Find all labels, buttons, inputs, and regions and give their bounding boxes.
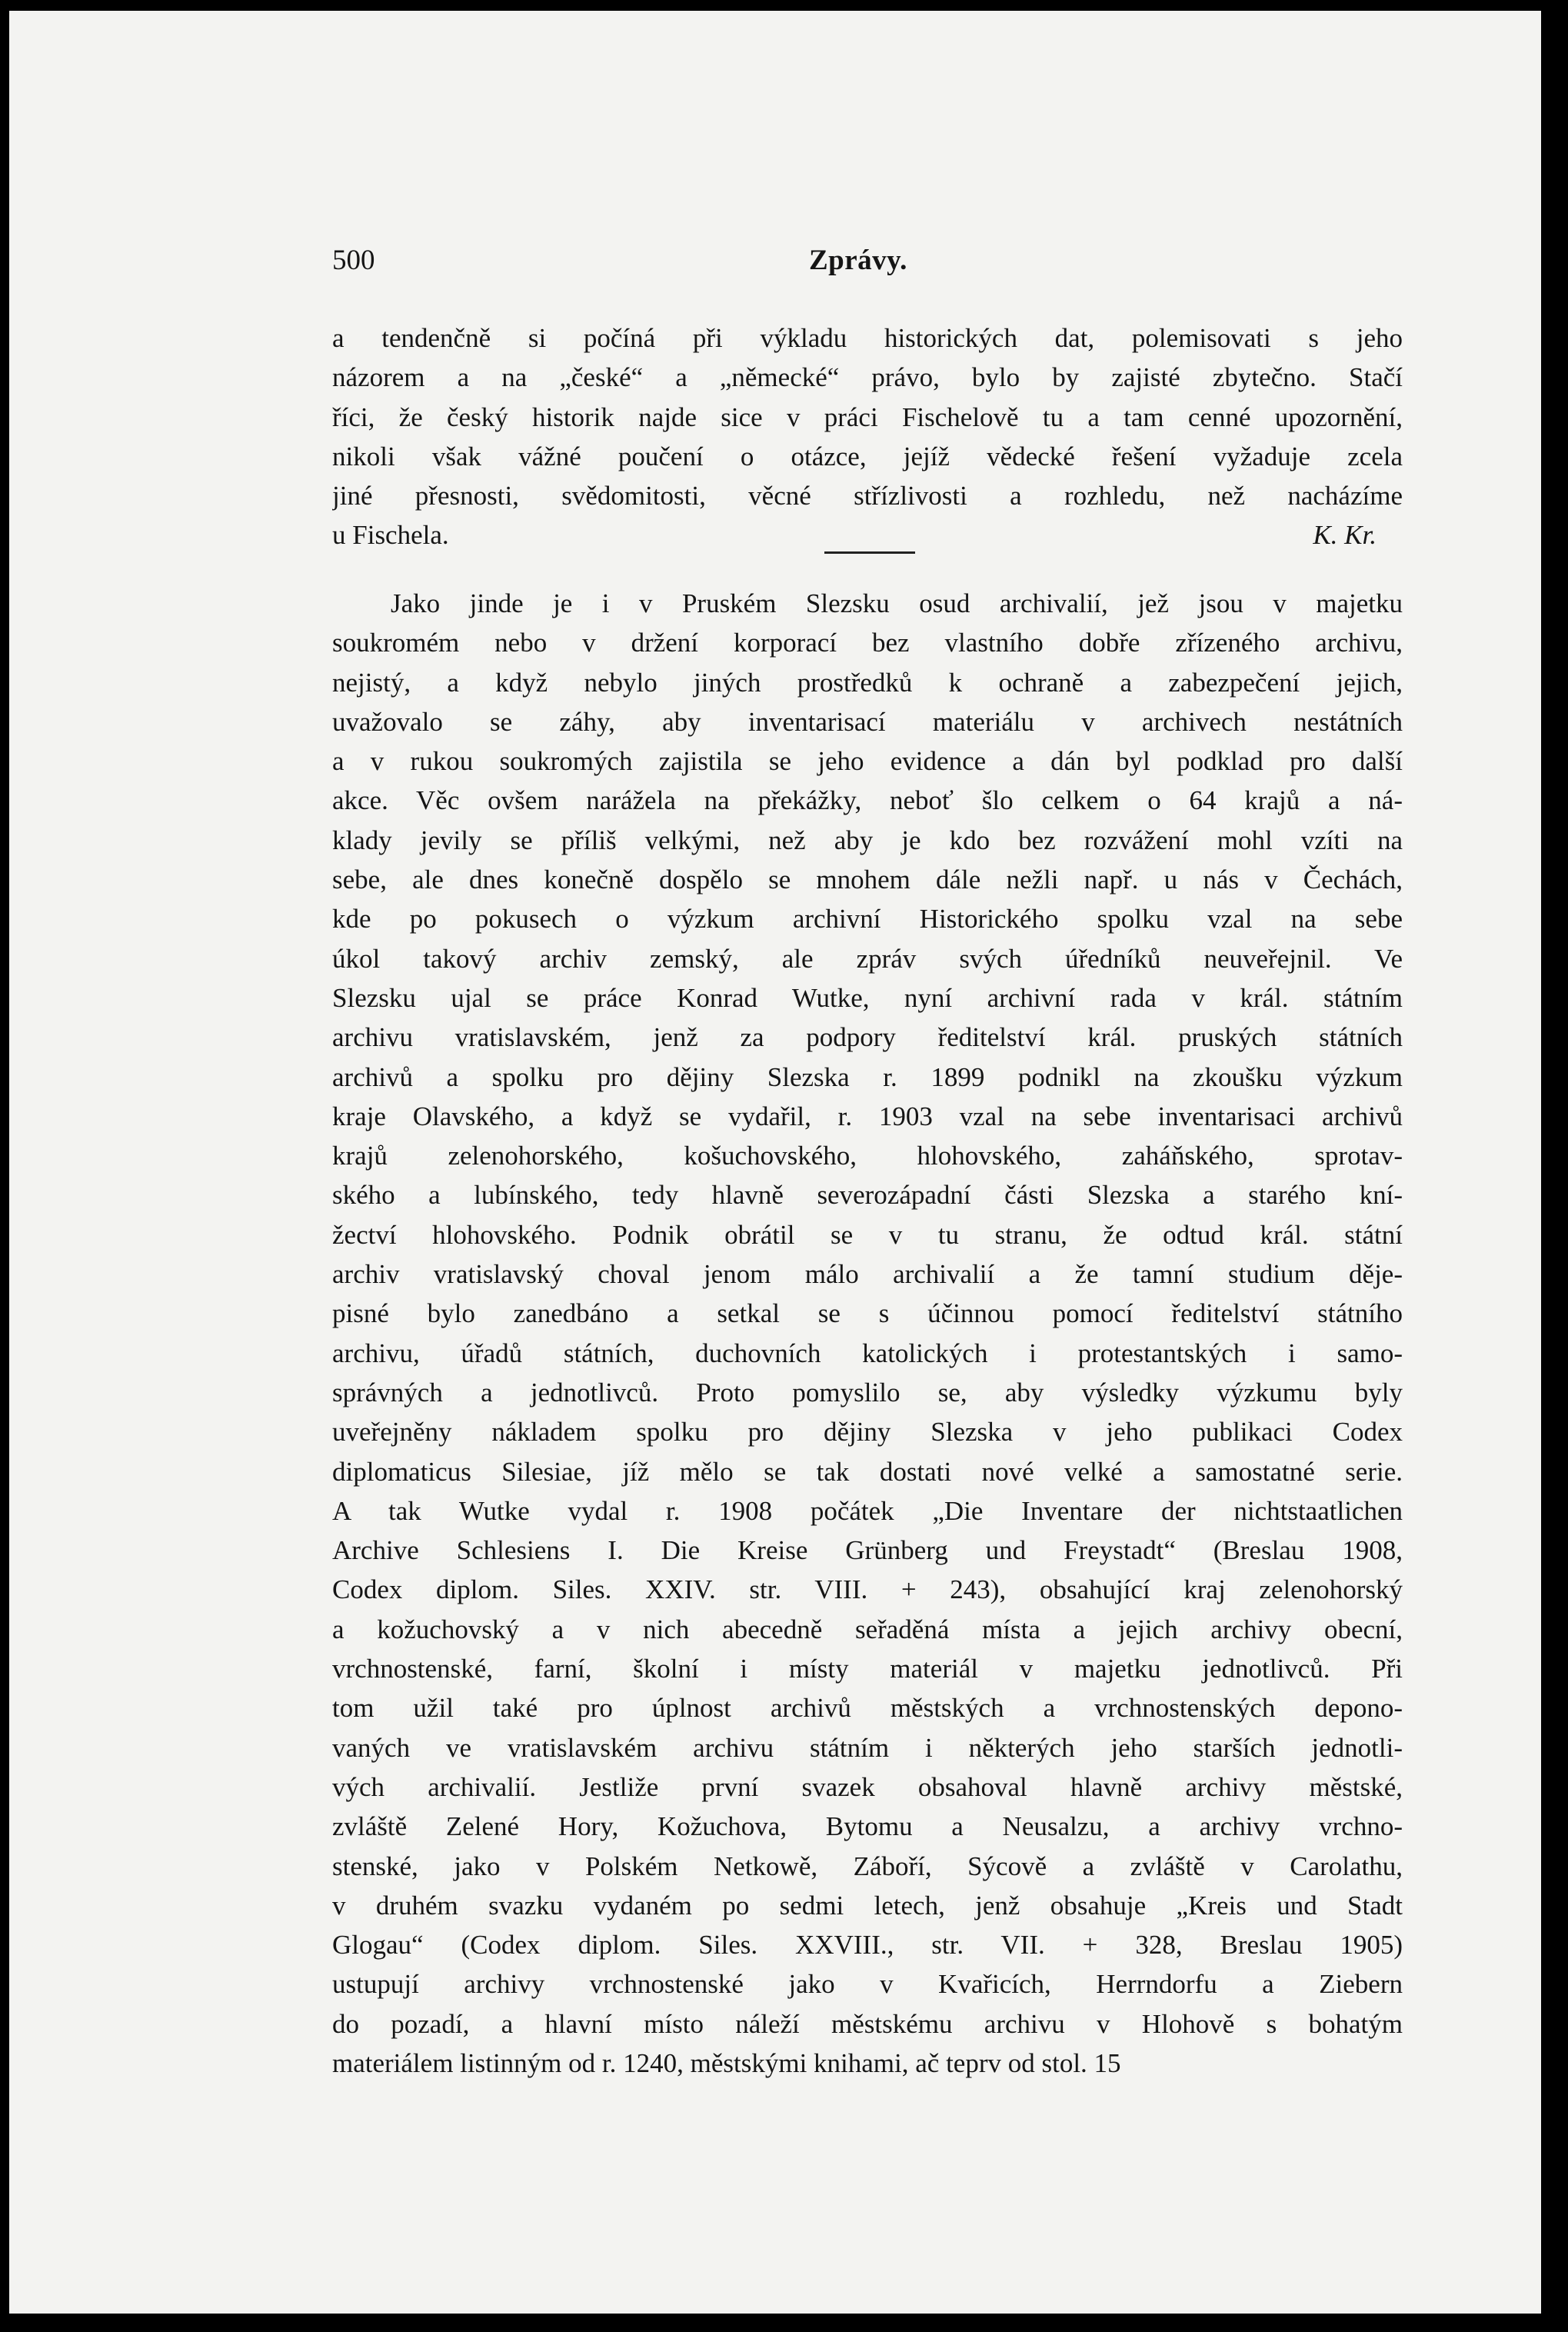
text-line: vých archivalií. Jestliže první svazek obsahoval hlavně archivy městské, xyxy=(332,1771,1403,1802)
text-line: Jako jinde je i v Pruském Slezsku osud archivalií, jež jsou v majetku xyxy=(391,588,1403,618)
text-line: materiálem listinným od r. 1240, městskými knihami, ač teprv od stol. 15 xyxy=(332,2047,1121,2078)
text-line: archivu, úřadů státních, duchovních katolických i protestantských i samo- xyxy=(332,1338,1403,1368)
text-line: tom užil také pro úplnost archivů městských a vrchnostenských depono- xyxy=(332,1693,1403,1724)
text-line: vaných ve vratislavském archivu státním i některých jeho starších jednotli- xyxy=(332,1732,1403,1763)
page-header xyxy=(332,242,1403,280)
scanned-page xyxy=(9,11,1541,2314)
text-line: kde po pokusech o výzkum archivní Historického spolku vzal na sebe xyxy=(332,904,1403,934)
text-line: u Fischela. xyxy=(332,520,449,551)
text-line: žectví hlohovského. Podnik obrátil se v tu stranu, že odtud král. státní xyxy=(332,1219,1403,1250)
section-separator xyxy=(824,551,915,554)
text-line: nejistý, a když nebylo jiných prostředků k ochraně a zabezpečení jejich, xyxy=(332,667,1403,698)
running-title: Zprávy. xyxy=(809,245,907,276)
text-line: akce. Věc ovšem narážela na překážky, neboť šlo celkem o 64 krajů a ná- xyxy=(332,785,1403,816)
text-line: a v rukou soukromých zajistila se jeho evidence a dán byl podklad pro další xyxy=(332,746,1403,777)
text-line: archivu vratislavském, jenž za podpory ředitelství král. pruských státních xyxy=(332,1022,1403,1053)
text-line: stenské, jako v Polském Netkowě, Záboří, Sýcově a zvláště v Carolathu, xyxy=(332,1851,1403,1881)
text-line: archiv vratislavský choval jenom málo archivalií a že tamní studium děje- xyxy=(332,1259,1403,1290)
text-line: Codex diplom. Siles. XXIV. str. VIII. + 243), obsahující kraj zelenohorský xyxy=(332,1574,1403,1605)
text-line: správných a jednotlivců. Proto pomyslilo se, aby výsledky výzkumu byly xyxy=(332,1377,1403,1408)
text-line: Slezsku ujal se práce Konrad Wutke, nyní archivní rada v král. státním xyxy=(332,982,1403,1013)
paragraph-review-end xyxy=(332,318,1403,555)
text-line: úkol takový archiv zemský, ale zpráv svých úředníků neuveřejnil. Ve xyxy=(332,943,1403,974)
author-signature: K. Kr. xyxy=(1313,520,1377,551)
text-line: pisné bylo zanedbáno a setkal se s účinnou pomocí ředitelství státního xyxy=(332,1298,1403,1329)
text-line: klady jevily se příliš velkými, než aby je kdo bez rozvážení mohl vzíti na xyxy=(332,825,1403,855)
text-line: zvláště Zelené Hory, Kožuchova, Bytomu a Neusalzu, a archivy vrchno- xyxy=(332,1811,1403,1842)
signature-line xyxy=(332,515,1403,555)
text-line: Glogau“ (Codex diplom. Siles. XXVIII., str. VII. + 328, Breslau 1905) xyxy=(332,1930,1403,1961)
text-line: říci, že český historik najde sice v práci Fischelově tu a tam cenné upozornění, xyxy=(332,401,1403,432)
text-line: diplomaticus Silesiae, jíž mělo se tak dostati nové velké a samostatné serie. xyxy=(332,1456,1403,1487)
paragraph-silesian-archives xyxy=(332,584,1403,2083)
text-line: Archive Schlesiens I. Die Kreise Grünberg und Freystadt“ (Breslau 1908, xyxy=(332,1535,1403,1566)
text-line: v druhém svazku vydaném po sedmi letech, jenž obsahuje „Kreis und Stadt xyxy=(332,1890,1403,1921)
text-line: sebe, ale dnes konečně dospělo se mnohem dále nežli např. u nás v Čechách, xyxy=(332,865,1403,895)
text-line: kraje Olavského, a když se vydařil, r. 1903 vzal na sebe inventarisaci archivů xyxy=(332,1101,1403,1131)
text-line: a kožuchovský a v nich abecedně seřaděná místa a jejich archivy obecní, xyxy=(332,1614,1403,1644)
text-line: do pozadí, a hlavní místo náleží městskému archivu v Hlohově s bohatým xyxy=(332,2008,1403,2039)
text-line: ského a lubínského, tedy hlavně severozápadní části Slezska a starého kní- xyxy=(332,1180,1403,1211)
text-line: A tak Wutke vydal r. 1908 počátek „Die Inventare der nichtstaatlichen xyxy=(332,1495,1403,1526)
text-line: ustupují archivy vrchnostenské jako v Kvařicích, Herrndorfu a Ziebern xyxy=(332,1969,1403,2000)
text-line: krajů zelenohorského, košuchovského, hlohovského, zaháňského, sprotav- xyxy=(332,1141,1403,1171)
text-line: uveřejněny nákladem spolku pro dějiny Slezska v jeho publikaci Codex xyxy=(332,1417,1403,1448)
text-line: soukromém nebo v držení korporací bez vlastního dobře zřízeného archivu, xyxy=(332,628,1403,658)
text-line: názorem a na „české“ a „německé“ právo, bylo by zajisté zbytečno. Stačí xyxy=(332,362,1403,393)
text-line: jiné přesnosti, svědomitosti, věcné střízlivosti a rozhledu, než nacházíme xyxy=(332,481,1403,511)
text-line: vrchnostenské, farní, školní i místy materiál v majetku jednotlivců. Při xyxy=(332,1654,1403,1684)
text-line: archivů a spolku pro dějiny Slezska r. 1899 podnikl na zkoušku výzkum xyxy=(332,1061,1403,1092)
text-line: uvažovalo se záhy, aby inventarisací materiálu v archivech nestátních xyxy=(332,706,1403,737)
page-number: 500 xyxy=(332,245,375,276)
text-line: nikoli však vážné poučení o otázce, jejíž vědecké řešení vyžaduje zcela xyxy=(332,441,1403,471)
text-line: a tendenčně si počíná při výkladu historických dat, polemisovati s jeho xyxy=(332,323,1403,353)
